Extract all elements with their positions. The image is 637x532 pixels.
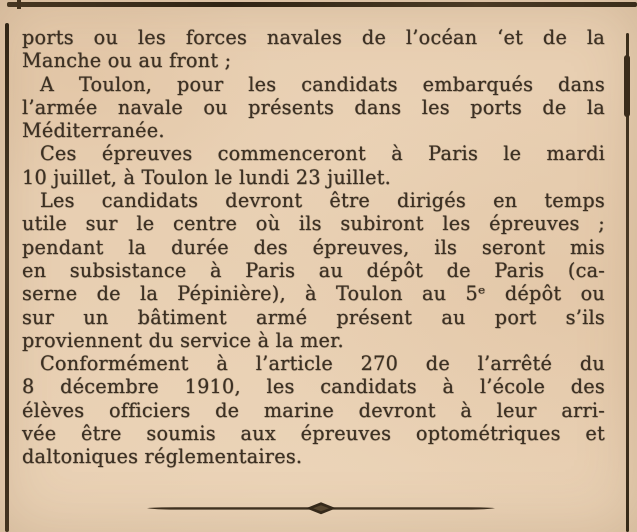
article-line: élèves officiers de marine devront à leur arri-: [22, 398, 605, 422]
top-horizontal-rule: [7, 2, 637, 7]
top-left-rule-remnant: [17, 0, 21, 9]
article-line: utile sur le centre où ils subiront les épreuves ;: [22, 212, 605, 236]
left-column-rule: [5, 23, 9, 532]
article-line: vée être soumis aux épreuves optométriques et: [22, 422, 605, 446]
article-column: [22, 26, 605, 520]
article-line: serne de la Pépinière), à Toulon au 5ᵉ dépôt ou: [22, 282, 605, 306]
article-line: pendant la durée des épreuves, ils seront mis: [22, 235, 605, 259]
article-line: daltoniques réglementaires.: [22, 445, 303, 469]
article-line: Les candidats devront être dirigés en temps: [40, 189, 605, 213]
article-line: A Toulon, pour les candidats embarqués dans: [40, 72, 605, 96]
article-line: Manche ou au front ;: [22, 49, 232, 73]
article-line: sur un bâtiment armé présent au port s’ils: [22, 305, 605, 329]
right-column-rule-nub: [624, 55, 630, 117]
article-line: Méditerranée.: [22, 119, 165, 143]
article-line: Ces épreuves commenceront à Paris le mardi: [40, 142, 605, 166]
diamond-divider-icon: [145, 501, 497, 515]
article-line: en subsistance à Paris au dépôt de Paris (ca-: [22, 258, 605, 282]
article-line: ports ou les forces navales de l’océan ‘et de la: [22, 26, 605, 49]
article-line: 8 décembre 1910, les candidats à l’école des: [22, 375, 605, 399]
article-line: 10 juillet, à Toulon le lundi 23 juillet.: [22, 165, 392, 189]
article-line: proviennent du service à la mer.: [22, 328, 344, 352]
article-line: l’armée navale ou présents dans les ports de la: [22, 95, 605, 119]
article-line: Conformément à l’article 270 de l’arrêté du: [40, 352, 605, 376]
